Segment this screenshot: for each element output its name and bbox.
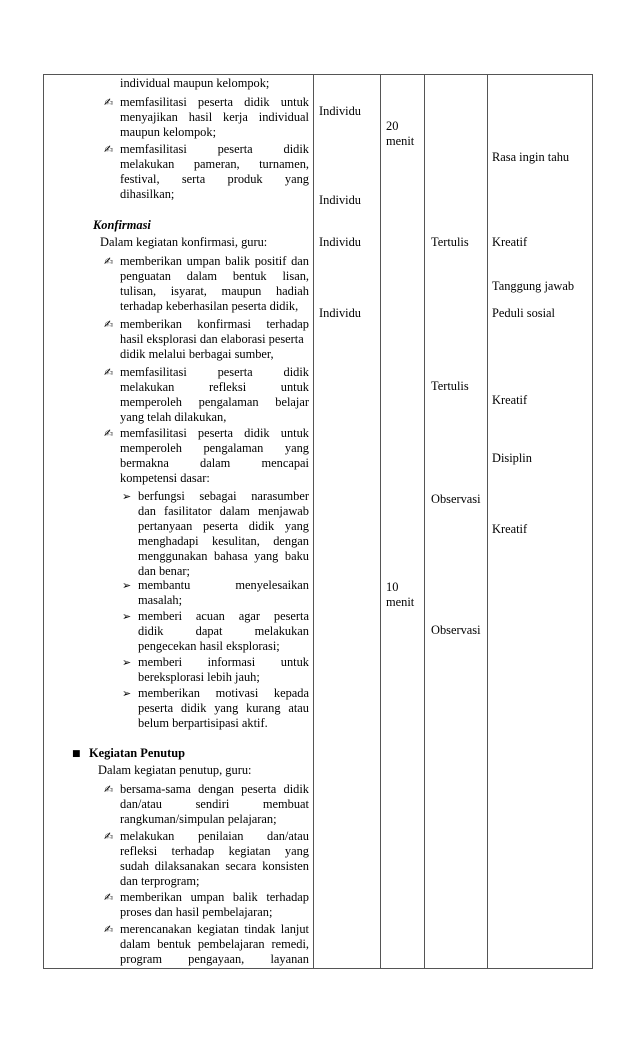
- activity-subitem-text: masalah;: [138, 593, 183, 607]
- table-left-border: [43, 74, 44, 969]
- arrow-right-icon: ➢: [122, 656, 132, 669]
- activity-subitem-text: memberi acuan agar peserta: [138, 609, 309, 623]
- activity-subitem-text: memberikan motivasi kepada: [138, 686, 309, 700]
- activity-text: memperoleh pengalaman belajar: [120, 395, 309, 409]
- arrow-right-icon: ➢: [122, 490, 132, 503]
- grouping-label: Individu: [319, 104, 361, 118]
- activity-subitem-text: pengecekan hasil eksplorasi;: [138, 639, 280, 653]
- activity-text: memfasilitasi peserta didik untuk: [120, 95, 309, 109]
- column-divider-grouping: [380, 74, 381, 969]
- character-value: Kreatif: [492, 235, 528, 249]
- section-heading-konfirmasi: Konfirmasi: [93, 218, 151, 232]
- activity-text: didik melalui berbagai sumber,: [120, 347, 274, 361]
- section-intro: Dalam kegiatan konfirmasi, guru:: [100, 235, 268, 249]
- writing-hand-icon: ✍: [104, 366, 114, 379]
- character-value: Peduli sosial: [492, 306, 555, 320]
- activity-text: dihasilkan;: [120, 187, 175, 201]
- activity-text: merencanakan kegiatan tindak lanjut: [120, 922, 309, 936]
- activity-subitem-text: berfungsi sebagai narasumber: [138, 489, 309, 503]
- section-heading-penutup: Kegiatan Penutup: [89, 746, 186, 760]
- activity-text: festival, serta produk yang: [120, 172, 309, 186]
- activity-subitem-text: belum berpartisipasi aktif.: [138, 716, 268, 730]
- writing-hand-icon: ✍: [104, 96, 114, 109]
- activity-subitem-text: pertanyaan peserta didik yang: [138, 519, 309, 533]
- activity-text: menyajikan hasil kerja individual: [120, 110, 309, 124]
- character-value: Rasa ingin tahu: [492, 150, 570, 164]
- activity-text: individual maupun kelompok;: [120, 76, 270, 90]
- activity-text: penguatan dalam bentuk lisan,: [120, 269, 309, 283]
- activity-text: memfasilitasi peserta didik untuk: [120, 426, 309, 440]
- time-value: 10: [386, 580, 399, 594]
- square-bullet-icon: ■: [72, 749, 81, 759]
- activity-subitem-text: dan fasilitator dalam menjawab: [138, 504, 309, 518]
- activity-text: memfasilitasi peserta didik: [120, 365, 309, 379]
- grouping-label: Individu: [319, 193, 361, 207]
- activity-text: memperoleh pengalaman yang: [120, 441, 309, 455]
- writing-hand-icon: ✍: [104, 143, 114, 156]
- activity-text: terhadap keberhasilan peserta didik,: [120, 299, 299, 313]
- activity-text: program pengayaan, layanan: [120, 952, 309, 966]
- activity-text: proses dan hasil pembelajaran;: [120, 905, 273, 919]
- activity-text: melakukan penilaian dan/atau: [120, 829, 309, 843]
- grouping-label: Individu: [319, 306, 361, 320]
- arrow-right-icon: ➢: [122, 579, 132, 592]
- activity-text: memfasilitasi peserta didik: [120, 142, 309, 156]
- activity-text: melakukan refleksi untuk: [120, 380, 309, 394]
- section-intro: Dalam kegiatan penutup, guru:: [98, 763, 252, 777]
- activity-text: yang telah dilakukan,: [120, 410, 227, 424]
- writing-hand-icon: ✍: [104, 830, 114, 843]
- activity-subitem-text: menghadapi kesulitan, dengan: [138, 534, 309, 548]
- character-value: Kreatif: [492, 522, 528, 536]
- activity-text: rangkuman/simpulan pelajaran;: [120, 812, 277, 826]
- activity-text: dan/atau sendiri membuat: [120, 797, 309, 811]
- column-divider-assessment: [487, 74, 488, 969]
- activity-text: dalam bentuk pembelajaran remedi,: [120, 937, 309, 951]
- time-unit: menit: [386, 134, 415, 148]
- activity-text: bermakna dalam mencapai: [120, 456, 309, 470]
- activity-text: tulisan, isyarat, maupun hadiah: [120, 284, 309, 298]
- activity-text: dan terprogram;: [120, 874, 200, 888]
- activity-text: bersama-sama dengan peserta didik: [120, 782, 309, 796]
- writing-hand-icon: ✍: [104, 427, 114, 440]
- table-bottom-border: [43, 968, 592, 969]
- writing-hand-icon: ✍: [104, 255, 114, 268]
- arrow-right-icon: ➢: [122, 687, 132, 700]
- activity-text: hasil eksplorasi dan elaborasi peserta: [120, 332, 304, 346]
- activity-text: kompetensi dasar:: [120, 471, 210, 485]
- activity-text: memberikan umpan balik positif dan: [120, 254, 309, 268]
- activity-subitem-text: didik dapat melakukan: [138, 624, 309, 638]
- activity-subitem-text: membantu menyelesaikan: [138, 578, 309, 592]
- arrow-right-icon: ➢: [122, 610, 132, 623]
- time-value: 20: [386, 119, 399, 133]
- writing-hand-icon: ✍: [104, 318, 114, 331]
- column-divider-time: [424, 74, 425, 969]
- activity-subitem-text: peserta didik yang kurang atau: [138, 701, 309, 715]
- writing-hand-icon: ✍: [104, 783, 114, 796]
- table-top-border: [43, 74, 592, 75]
- activity-subitem-text: memberi informasi untuk: [138, 655, 309, 669]
- writing-hand-icon: ✍: [104, 923, 114, 936]
- activity-text: refleksi terhadap kegiatan yang: [120, 844, 309, 858]
- activity-text: memberikan umpan balik terhadap: [120, 890, 309, 904]
- time-unit: menit: [386, 595, 415, 609]
- activity-subitem-text: menggunakan bahasa yang baku: [138, 549, 309, 563]
- character-value: Kreatif: [492, 393, 528, 407]
- grouping-label: Individu: [319, 235, 361, 249]
- activity-subitem-text: bereksplorasi lebih jauh;: [138, 670, 260, 684]
- character-value: Tanggung jawab: [492, 279, 575, 293]
- activity-text: maupun kelompok;: [120, 125, 217, 139]
- character-value: Disiplin: [492, 451, 532, 465]
- assessment-label: Tertulis: [431, 379, 469, 393]
- assessment-label: Observasi: [431, 623, 481, 637]
- activity-subitem-text: dan benar;: [138, 564, 190, 578]
- activity-text: sudah dilaksanakan secara konsisten: [120, 859, 309, 873]
- writing-hand-icon: ✍: [104, 891, 114, 904]
- assessment-label: Observasi: [431, 492, 481, 506]
- activity-text: memberikan konfirmasi terhadap: [120, 317, 309, 331]
- activity-text: melakukan pameran, turnamen,: [120, 157, 309, 171]
- assessment-label: Tertulis: [431, 235, 469, 249]
- column-divider-activities: [313, 74, 314, 969]
- table-right-border: [592, 74, 593, 969]
